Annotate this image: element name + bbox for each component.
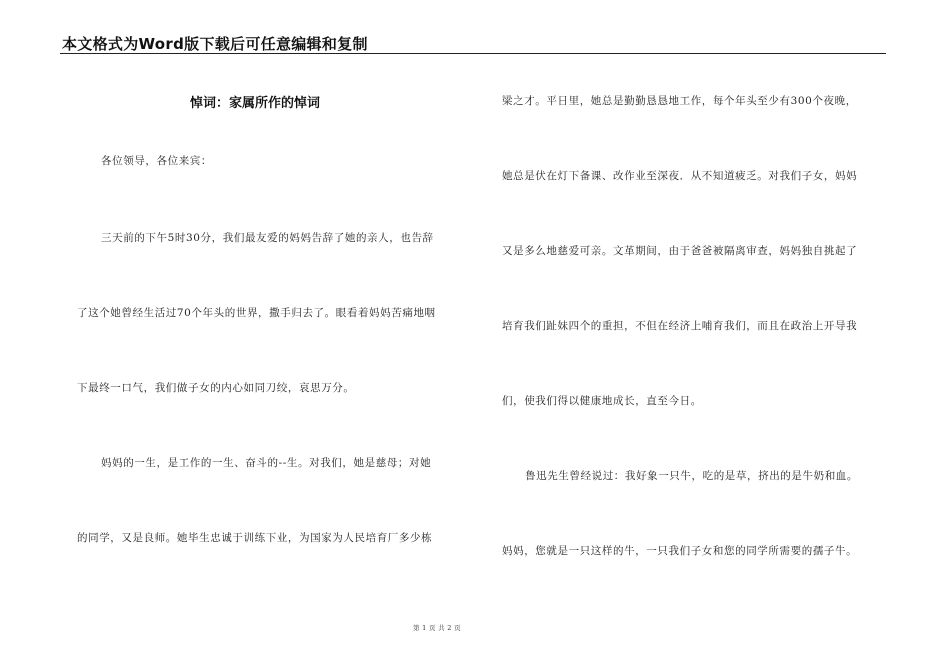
- left-paragraph-line: 三天前的下午5时30分，我们最友爱的妈妈告辞了她的亲人，也告辞: [101, 232, 434, 244]
- right-paragraph-line: 鲁迅先生曾经说过：我好象一只牛，吃的是草，挤出的是牛奶和血。: [525, 470, 858, 482]
- document-header: 本文格式为Word版下载后可任意编辑和复制: [62, 35, 368, 53]
- right-paragraph-line: 她总是伏在灯下备课、改作业至深夜．从不知道疲乏。对我们子女，妈妈: [502, 170, 858, 182]
- right-paragraph-line: 们，使我们得以健康地成长，直至今日。: [502, 395, 702, 407]
- right-paragraph-line: 妈妈，您就是一只这样的牛，一只我们子女和您的同学所需要的孺子牛。: [502, 545, 858, 557]
- right-paragraph-line: 梁之才。平日里，她总是勤勤恳恳地工作，每个年头至少有300个夜晚，: [502, 95, 857, 107]
- document-title: 悼词：家属所作的悼词: [190, 96, 321, 111]
- header-rule: [60, 53, 886, 54]
- right-paragraph-line: 又是多么地慈爱可亲。文革期间，由于爸爸被隔离审查，妈妈独自挑起了: [502, 245, 858, 257]
- left-paragraph-line: 了这个她曾经生活过70个年头的世界，撒手归去了。眼看着妈妈苦痛地咽: [77, 307, 436, 319]
- left-paragraph-line: 的同学，又是良师。她毕生忠诚于训练下业，为国家为人民培育厂多少栋: [77, 532, 433, 544]
- right-paragraph-line: 培育我们趾妹四个的重担，不但在经济上哺育我们，而且在政治上开导我: [502, 320, 858, 332]
- left-paragraph-line: 妈妈的一生，是工作的一生、奋斗的--生。对我们，她是慈母；对她: [101, 457, 432, 469]
- left-paragraph-line: 各位领导，各位来宾：: [101, 155, 212, 167]
- left-paragraph-line: 下最终一口气，我们做子女的内心如同刀绞，哀思万分。: [77, 382, 355, 394]
- page-number: 第 1 页 共 2 页: [413, 624, 461, 632]
